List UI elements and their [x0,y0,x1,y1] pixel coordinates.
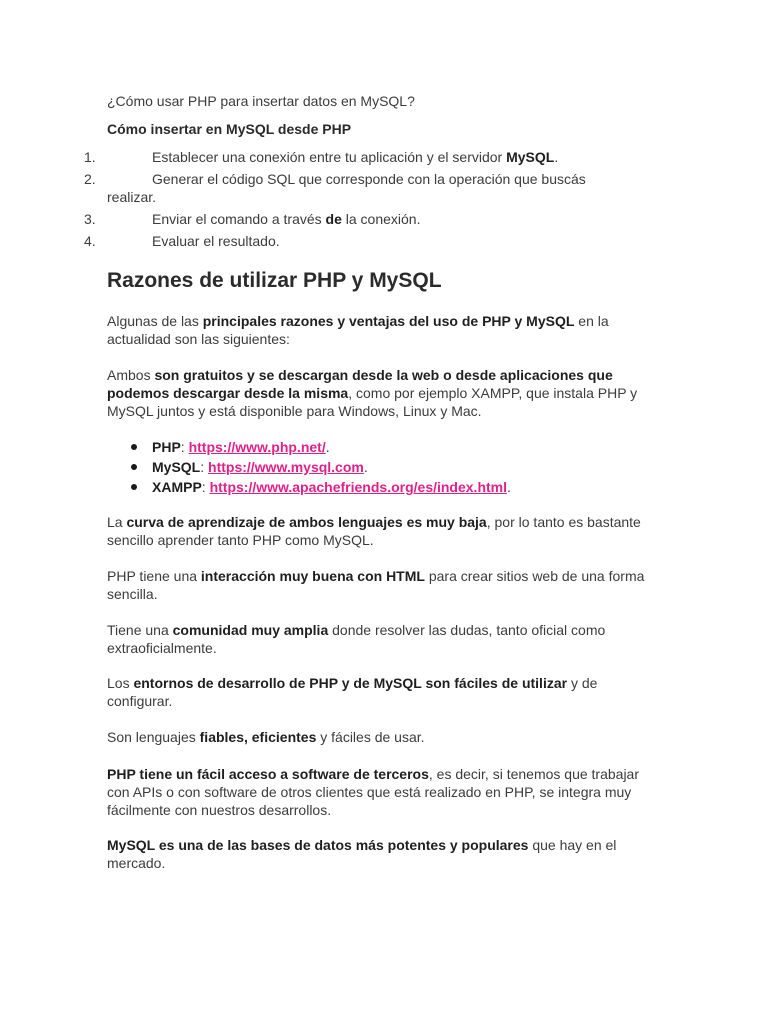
main-heading: Razones de utilizar PHP y MySQL [107,269,442,292]
paragraph-free: Ambos son gratuitos y se descargan desde la web o desde aplicaciones que podemos descargar desde la misma, como por ejemplo XAMPP, que instala PHP y MySQL juntos y está disponible para Windows, Linux y Mac. [107,367,638,419]
step-text: Enviar el comando a través de la conexión. [152,211,421,227]
paragraph-learning-curve: La curva de aprendizaje de ambos lenguajes es muy baja, por lo tanto es bastante sencillo aprender tanto PHP como MySQL. [107,514,641,548]
steps-list [0,148,768,250]
link-item-php: PHP: https://www.php.net/. [107,437,511,457]
step-text-continued: realizar. [107,189,157,205]
php-link[interactable]: https://www.php.net/ [188,439,326,455]
intro-question: ¿Cómo usar PHP para insertar datos en MySQL? [107,93,415,109]
link-item-mysql: MySQL: https://www.mysql.com. [107,457,511,477]
paragraph-reliable: Son lenguajes fiables, eficientes y fáciles de usar. [107,729,425,745]
step-number: 1. [84,149,96,165]
mysql-link[interactable]: https://www.mysql.com [208,459,364,475]
section-subtitle: Cómo insertar en MySQL desde PHP [107,121,352,137]
step-item [0,232,768,250]
step-item [0,210,768,228]
step-text: Establecer una conexión entre tu aplicación y el servidor MySQL. [152,149,559,165]
paragraph-community: Tiene una comunidad muy amplia donde resolver las dudas, tanto oficial como extraoficialmente. [107,622,606,656]
step-item [0,170,768,206]
paragraph-dev-environments: Los entornos de desarrollo de PHP y de MySQL son fáciles de utilizar y de configurar. [107,675,598,709]
paragraph-mysql-popular: MySQL es una de las bases de datos más potentes y populares que hay en el mercado. [107,837,617,871]
step-item [0,148,768,166]
xampp-link[interactable]: https://www.apachefriends.org/es/index.html [209,479,507,495]
link-item-xampp: XAMPP: https://www.apachefriends.org/es/index.html. [107,477,511,497]
download-links-list [107,437,511,497]
paragraph-third-party: PHP tiene un fácil acceso a software de terceros, es decir, si tenemos que trabajar con APIs o con software de otros clientes que está realizado en PHP, se integra muy fácilmente con nuestros desarrollos. [107,766,639,818]
paragraph-reasons-intro: Algunas de las principales razones y ventajas del uso de PHP y MySQL en la actualidad son las siguientes: [107,313,609,347]
step-number: 4. [84,233,96,249]
step-text: Evaluar el resultado. [152,233,280,249]
step-number: 2. [84,171,96,187]
step-text: Generar el código SQL que corresponde con la operación que buscás [152,171,586,187]
step-number: 3. [84,211,96,227]
paragraph-html-interaction: PHP tiene una interacción muy buena con HTML para crear sitios web de una forma sencilla. [107,568,645,602]
